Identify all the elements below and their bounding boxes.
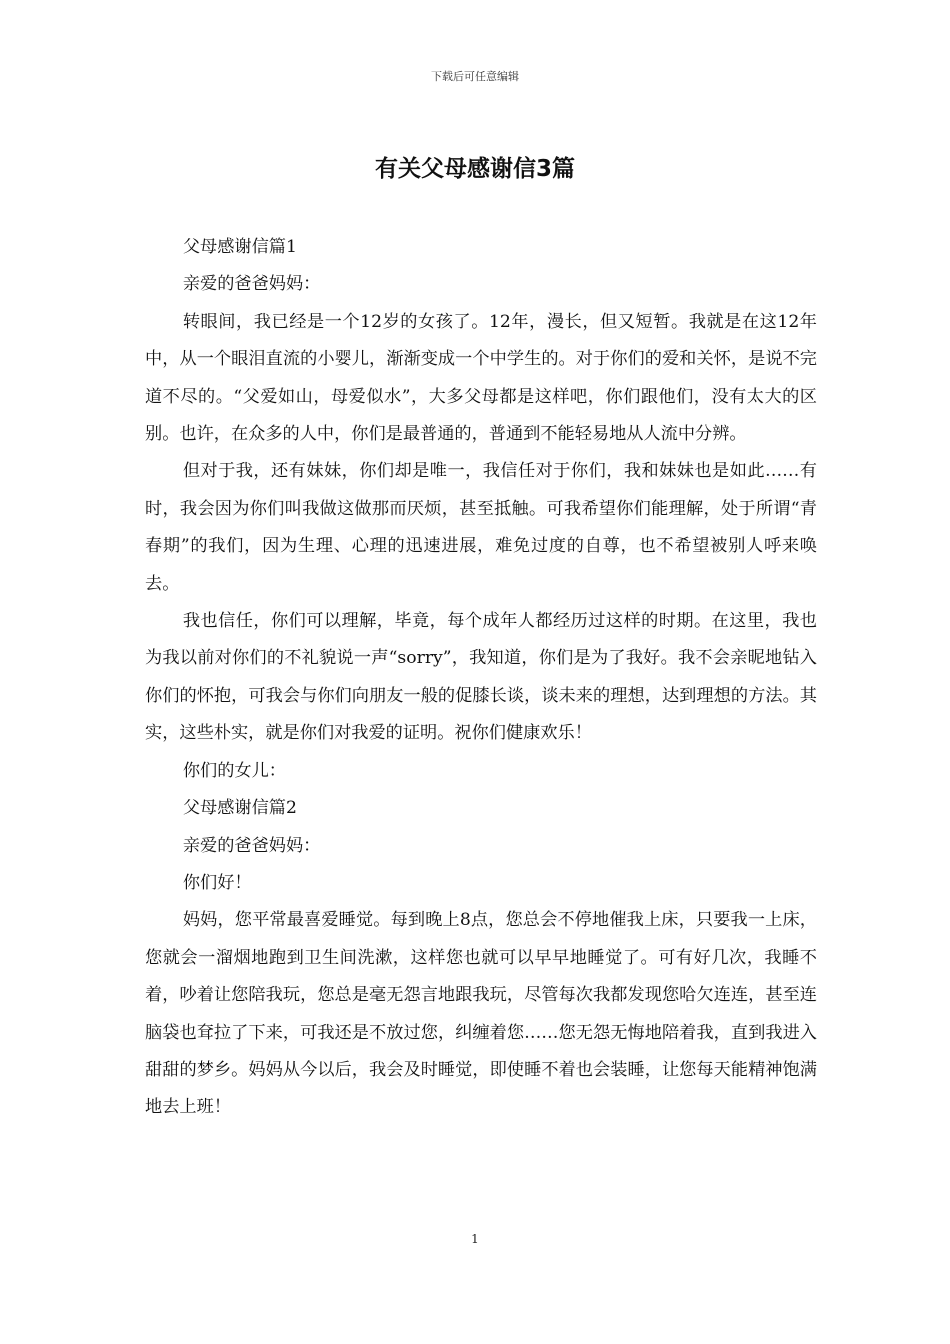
greeting: 你们好！ xyxy=(182,872,252,893)
signature-line: 你们的女儿： xyxy=(182,760,286,781)
download-note: 下载后可任意编辑 xyxy=(431,70,519,83)
salutation-1: 亲爱的爸爸妈妈： xyxy=(182,274,321,295)
paragraph: 妈妈，您平常最喜爱睡觉。每到晚上8点，您总会不停地催我上床，只要我一上床，您就会一溜烟地跑到卫生间洗漱，这样您也就可以早早地睡觉了。可有好几次，我睡不着，吵着让您陪我玩，您总是毫无怨言地跟我玩，尽管每次我都发现您哈欠连连，甚至连脑袋也耷拉了下来，可我还是不放过您，纠缠着您……您无怨无悔地陪着我，直到我进入甜甜的梦乡。妈妈从今以后，我会及时睡觉，即使睡不着也会装睡，让您每天能精神饱满地去上班！ xyxy=(145,910,817,1118)
paragraph: 转眼间，我已经是一个12岁的女孩了。12年，漫长，但又短暂。我就是在这12年中，从一个眼泪直流的小婴儿，渐渐变成一个中学生的。对于你们的爱和关怀，是说不完道不尽的。“父爱如山，母爱似水”，大多父母都是这样吧，你们跟他们，没有太大的区别。也许，在众多的人中，你们是最普通的，普通到不能轻易地从人流中分辨。 xyxy=(145,311,817,445)
document-body xyxy=(145,229,817,1127)
page-number: 1 xyxy=(471,1232,479,1246)
section-heading-2: 父母感谢信篇2 xyxy=(182,798,297,819)
salutation-2: 亲爱的爸爸妈妈： xyxy=(182,835,321,856)
paragraph: 但对于我，还有妹妹，你们却是唯一，我信任对于你们，我和妹妹也是如此……有时，我会因为你们叫我做这做那而厌烦，甚至抵触。可我希望你们能理解，处于所谓“青春期”的我们，因为生理、心理的迅速进展，难免过度的自尊，也不希望被别人呼来唤去。 xyxy=(145,461,817,594)
paragraph: 我也信任，你们可以理解，毕竟，每个成年人都经历过这样的时期。在这里，我也为我以前对你们的不礼貌说一声“sorry”，我知道，你们是为了我好。我不会亲昵地钻入你们的怀抱，可我会与你们向朋友一般的促膝长谈，谈未来的理想，达到理想的方法。其实，这些朴实，就是你们对我爱的证明。祝你们健康欢乐！ xyxy=(145,611,817,744)
document-title: 有关父母感谢信3篇 xyxy=(374,156,575,182)
section-heading-1: 父母感谢信篇1 xyxy=(182,237,297,257)
